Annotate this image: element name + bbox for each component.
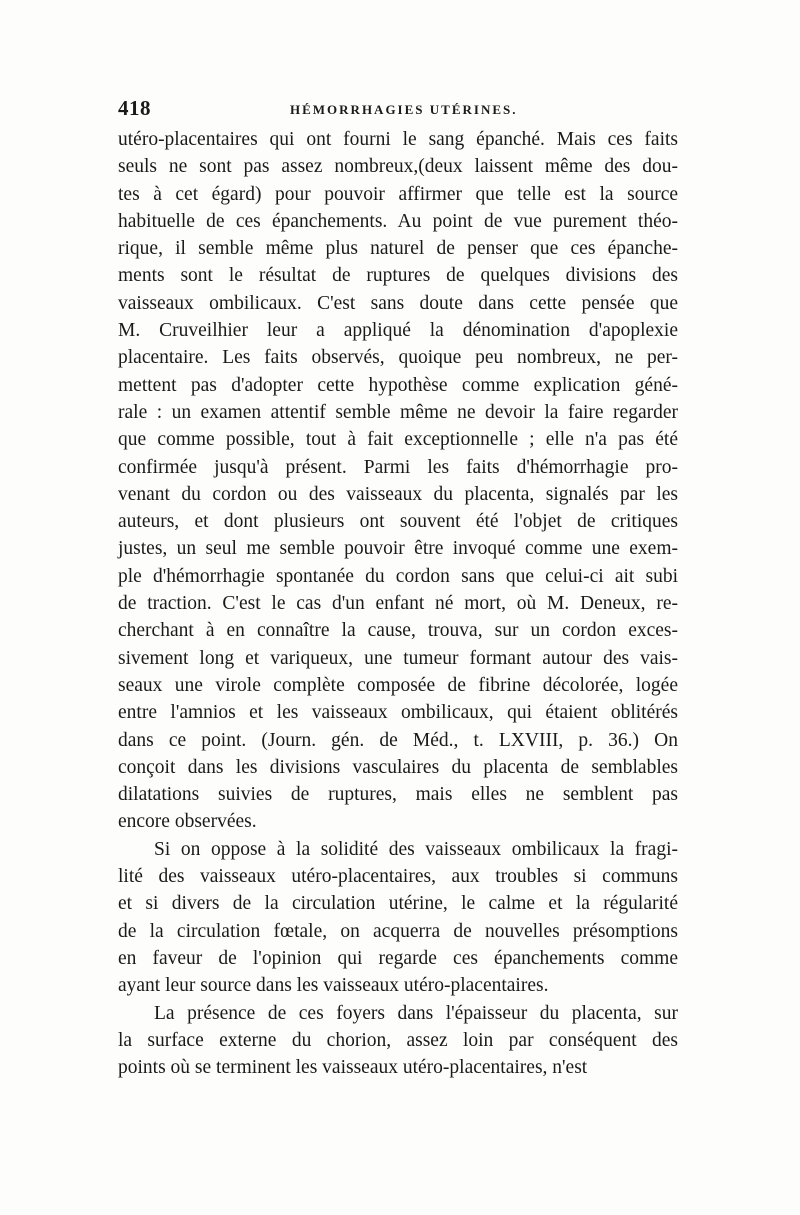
text-line: Si on oppose à la solidité des vaisseaux ombilicaux la fragi- [154,838,678,860]
text-line: lité des vaisseaux utéro-placentaires, aux troubles si communs [118,866,678,888]
text-line: rale : un examen attentif semble même ne devoir la faire regarder [118,401,678,423]
text-line: justes, un seul me semble pouvoir être invoqué comme une exem- [118,538,678,560]
text-line: habituelle de ces épanchements. Au point de vue purement théo- [118,210,678,232]
text-line: entre l'amnios et les vaisseaux ombilicaux, qui étaient oblitérés [118,702,678,724]
text-line: ayant leur source dans les vaisseaux utéro-placentaires. [118,975,549,997]
text-line: dilatations suivies de ruptures, mais elles ne semblent pas [118,784,678,806]
text-line: et si divers de la circulation utérine, le calme et la régularité [118,893,678,915]
running-head: HÉMORRHAGIES UTÉRINES. [290,102,518,117]
text-line: que comme possible, tout à fait exceptionnelle ; elle n'a pas été [118,429,678,451]
text-line: ple d'hémorrhagie spontanée du cordon sans que celui-ci ait subi [118,565,678,587]
text-line: M. Cruveilhier leur a appliqué la dénomination d'apoplexie [118,320,678,342]
text-line: La présence de ces foyers dans l'épaisseur du placenta, sur [154,1002,678,1024]
text-line: tes à cet égard) pour pouvoir affirmer que telle est la source [118,183,678,205]
text-line: seaux une virole complète composée de fibrine décolorée, logée [118,674,678,696]
text-line: cherchant à en connaître la cause, trouva, sur un cordon exces- [118,620,678,642]
text-line: de traction. C'est le cas d'un enfant né mort, où M. Deneux, re- [118,593,678,615]
text-line: vaisseaux ombilicaux. C'est sans doute dans cette pensée que [118,292,678,314]
paragraph [118,126,678,836]
text-line: ments sont le résultat de ruptures de quelques divisions des [118,265,678,287]
page-header [118,96,678,122]
text-line: conçoit dans les divisions vasculaires du placenta de semblables [118,756,678,778]
text-line: encore observées. [118,811,257,833]
paragraph [118,836,678,1000]
text-line: points où se terminent les vaisseaux utéro-placentaires, n'est [118,1057,588,1079]
text-line: confirmée jusqu'à présent. Parmi les faits d'hémorrhagie pro- [118,456,678,478]
text-line: utéro-placentaires qui ont fourni le sang épanché. Mais ces faits [118,129,678,150]
text-line: seuls ne sont pas assez nombreux,(deux laissent même des dou- [118,156,678,178]
body-text [118,126,678,1081]
paragraph [118,1000,678,1082]
text-line: placentaire. Les faits observés, quoique peu nombreux, ne per- [118,347,678,369]
text-line: rique, il semble même plus naturel de penser que ces épanche- [118,238,678,260]
text-line: la surface externe du chorion, assez loin par conséquent des [118,1029,678,1051]
text-line: en faveur de l'opinion qui regarde ces épanchements comme [118,947,678,969]
text-line: dans ce point. (Journ. gén. de Méd., t. LXVIII, p. 36.) On [118,729,678,751]
text-line: auteurs, et dont plusieurs ont souvent été l'objet de critiques [118,511,678,533]
text-line: de la circulation fœtale, on acquerra de nouvelles présomptions [118,920,678,942]
text-line: venant du cordon ou des vaisseaux du placenta, signalés par les [118,483,678,505]
text-line: mettent pas d'adopter cette hypothèse comme explication géné- [118,374,678,396]
page-number: 418 [118,96,151,120]
text-line: sivement long et variqueux, une tumeur formant autour des vais- [118,647,678,669]
